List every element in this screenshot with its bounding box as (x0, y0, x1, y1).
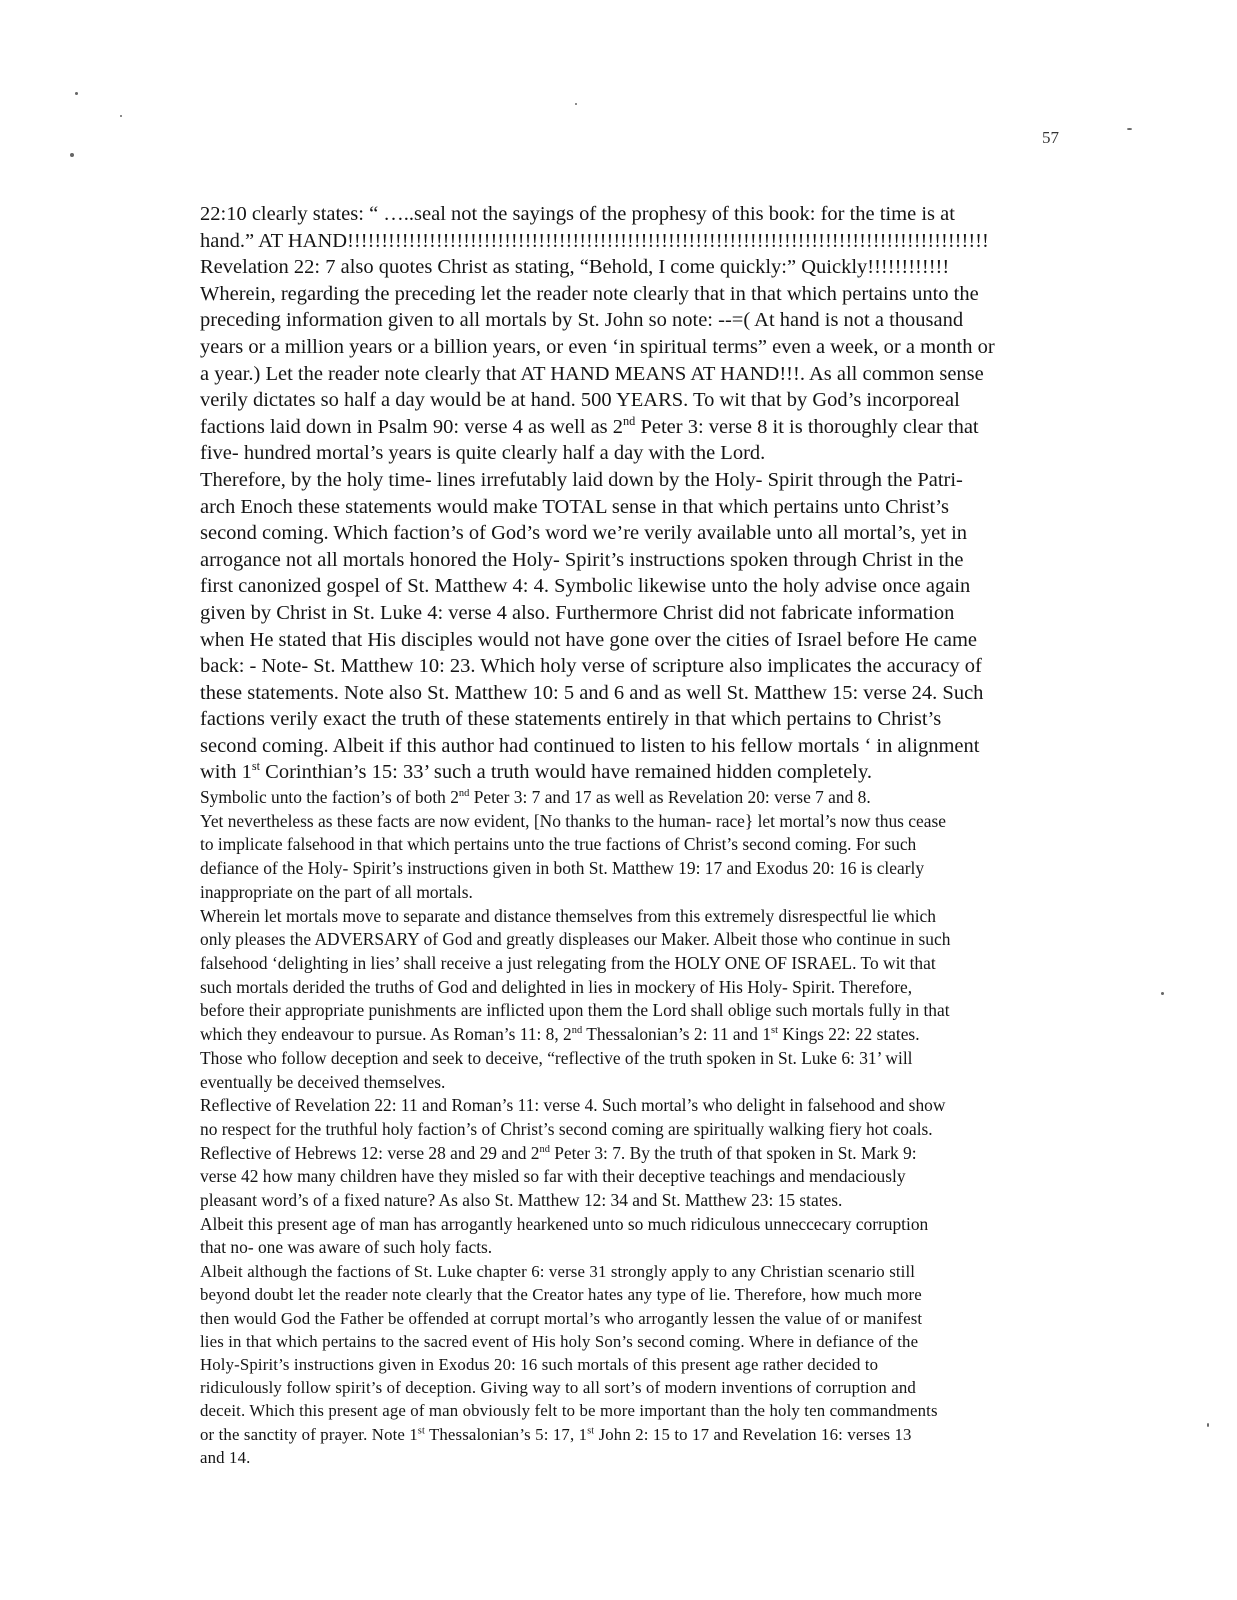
text-line: these statements. Note also St. Matthew 10: 5 and 6 and as well St. Matthew 15: verse 24. Such (200, 681, 984, 704)
scan-speck (1127, 128, 1132, 130)
text-line: 22:10 clearly states: “ …..seal not the sayings of the prophesy of this book: for the time is at (200, 203, 955, 225)
text-line: second coming. Which faction’s of God’s word we’re verily available unto all mortal’s, yet in (200, 522, 968, 545)
text-line: Therefore, by the holy time- lines irrefutably laid down by the Holy- Spirit through the Patri- (200, 468, 963, 491)
scan-speck (1207, 1423, 1209, 1427)
text-line: given by Christ in St. Luke 4: verse 4 also. Furthermore Christ did not fabricate information (200, 601, 955, 624)
text-line: hand.” AT HAND!!!!!!!!!!!!!!!!!!!!!!!!!!!!!!!!!!!!!!!!!!!!!!!!!!!!!!!!!!!!!!!!!!!!!!!!!!!!!!!!!!!!!!!!!!!!!! (200, 229, 989, 252)
text-block (200, 201, 1080, 786)
text-line: with 1st Corinthian’s 15: 33’ such a truth would have remained hidden completely. (200, 759, 873, 784)
text-line: factions verily exact the truth of these statements entirely in that which pertains to Christ’s (200, 708, 942, 731)
text-line: preceding information given to all mortals by St. John so note: --=( At hand is not a thousand (200, 309, 964, 332)
text-line: Yet nevertheless as these facts are now evident, [No thanks to the human- race} let mortal’s now thus cease (200, 810, 946, 831)
text-line: lies in that which pertains to the sacred event of His holy Son’s second coming. Where in defiance of the (200, 1331, 919, 1351)
scan-speck (1161, 992, 1164, 995)
text-line: or the sanctity of prayer. Note 1st Thessalonian’s 5: 17, 1st John 2: 15 to 17 and Revelation 16: verses 13 (200, 1424, 912, 1444)
body-text (200, 201, 1080, 1469)
text-line: Albeit although the factions of St. Luke chapter 6: verse 31 strongly apply to any Christian scenario still (200, 1262, 916, 1282)
page-number: 57 (1042, 128, 1059, 147)
text-line: which they endeavour to pursue. As Roman’s 11: 8, 2nd Thessalonian’s 2: 11 and 1st Kings 22: 22 states. (200, 1024, 920, 1045)
text-line: arrogance not all mortals honored the Holy- Spirit’s instructions spoken through Christ in the (200, 548, 964, 571)
text-line: verse 42 how many children have they misled so far with their deceptive teachings and mendaciously (200, 1166, 906, 1187)
text-line: Wherein, regarding the preceding let the reader note clearly that in that which pertains unto the (200, 282, 979, 305)
text-line: factions laid down in Psalm 90: verse 4 as well as 2nd Peter 3: verse 8 it is thoroughly clear that (200, 413, 979, 438)
text-line: Holy-Spirit’s instructions given in Exodus 20: 16 such mortals of this present age rather decided to (200, 1354, 879, 1374)
text-line: and 14. (200, 1447, 251, 1467)
text-line: only pleases the ADVERSARY of God and greatly displeases our Maker. Albeit those who continue in such (200, 929, 951, 950)
scan-speck (575, 103, 577, 105)
text-line: pleasant word’s of a fixed nature? As also St. Matthew 12: 34 and St. Matthew 23: 15 states. (200, 1190, 843, 1211)
text-line: Symbolic unto the faction’s of both 2nd Peter 3: 7 and 17 as well as Revelation 20: verse 7 and 8. (200, 787, 871, 808)
text-line: Reflective of Hebrews 12: verse 28 and 29 and 2nd Peter 3: 7. By the truth of that spoken in St. Mark 9: (200, 1142, 917, 1163)
text-line: first canonized gospel of St. Matthew 4: 4. Symbolic likewise unto the holy advise once again (200, 575, 971, 598)
text-line: second coming. Albeit if this author had continued to listen to his fellow mortals ‘ in alignment (200, 734, 980, 757)
text-line: back: - Note- St. Matthew 10: 23. Which holy verse of scripture also implicates the accuracy of (200, 655, 982, 678)
text-line: beyond doubt let the reader note clearly that the Creator hates any type of lie. Therefore, how much more (200, 1285, 922, 1305)
text-line: when He stated that His disciples would not have gone over the cities of Israel before He came (200, 628, 978, 651)
text-line: to implicate falsehood in that which pertains unto the true factions of Christ’s second coming. For such (200, 834, 917, 855)
text-block (200, 1260, 1080, 1469)
text-line: years or a million years or a billion years, or even ‘in spiritual terms” even a week, or a month or (200, 335, 995, 358)
text-line: eventually be deceived themselves. (200, 1071, 446, 1092)
text-line: arch Enoch these statements would make TOTAL sense in that which pertains unto Christ’s (200, 495, 949, 518)
text-line: Reflective of Revelation 22: 11 and Roman’s 11: verse 4. Such mortal’s who delight in falsehood and show (200, 1095, 946, 1116)
text-line: five- hundred mortal’s years is quite clearly half a day with the Lord. (200, 442, 766, 465)
text-line: then would God the Father be offended at corrupt mortal’s who arrogantly lessen the value of or manifest (200, 1308, 923, 1328)
text-line: Albeit this present age of man has arrogantly hearkened unto so much ridiculous unneccecary corruption (200, 1213, 929, 1234)
text-line: Revelation 22: 7 also quotes Christ as stating, “Behold, I come quickly:” Quickly!!!!!!!!!!!! (200, 256, 950, 279)
text-line: verily dictates so half a day would be at hand. 500 YEARS. To wit that by God’s incorporeal (200, 389, 960, 412)
text-line: that no- one was aware of such holy facts. (200, 1237, 493, 1258)
text-line: a year.) Let the reader note clearly that AT HAND MEANS AT HAND!!!. As all common sense (200, 362, 984, 385)
scan-speck (120, 115, 122, 117)
text-line: such mortals derided the truths of God and delighted in lies in mockery of His Holy- Spirit. Therefore, (200, 976, 913, 997)
text-line: no respect for the truthful holy faction’s of Christ’s second coming are spiritually walking fiery hot coals. (200, 1118, 933, 1139)
text-line: deceit. Which this present age of man obviously felt to be more important than the holy ten commandments (200, 1401, 938, 1421)
text-line: before their appropriate punishments are inflicted upon them the Lord shall oblige such mortals fully in that (200, 1000, 950, 1021)
text-line: Those who follow deception and seek to deceive, “reflective of the truth spoken in St. Luke 6: 31’ will (200, 1047, 913, 1068)
text-line: Wherein let mortals move to separate and distance themselves from this extremely disrespectful lie which (200, 905, 936, 926)
scan-speck (75, 92, 78, 95)
text-line: inappropriate on the part of all mortals. (200, 881, 473, 902)
text-block (200, 786, 1080, 1260)
text-line: ridiculously follow spirit’s of deception. Giving way to all sort’s of modern inventions of corruption and (200, 1378, 916, 1398)
text-line: defiance of the Holy- Spirit’s instructions given in both St. Matthew 19: 17 and Exodus 20: 16 is clearly (200, 858, 925, 879)
text-line: falsehood ‘delighting in lies’ shall receive a just relegating from the HOLY ONE OF ISRAEL. To wit that (200, 952, 936, 973)
scan-speck (70, 153, 74, 157)
